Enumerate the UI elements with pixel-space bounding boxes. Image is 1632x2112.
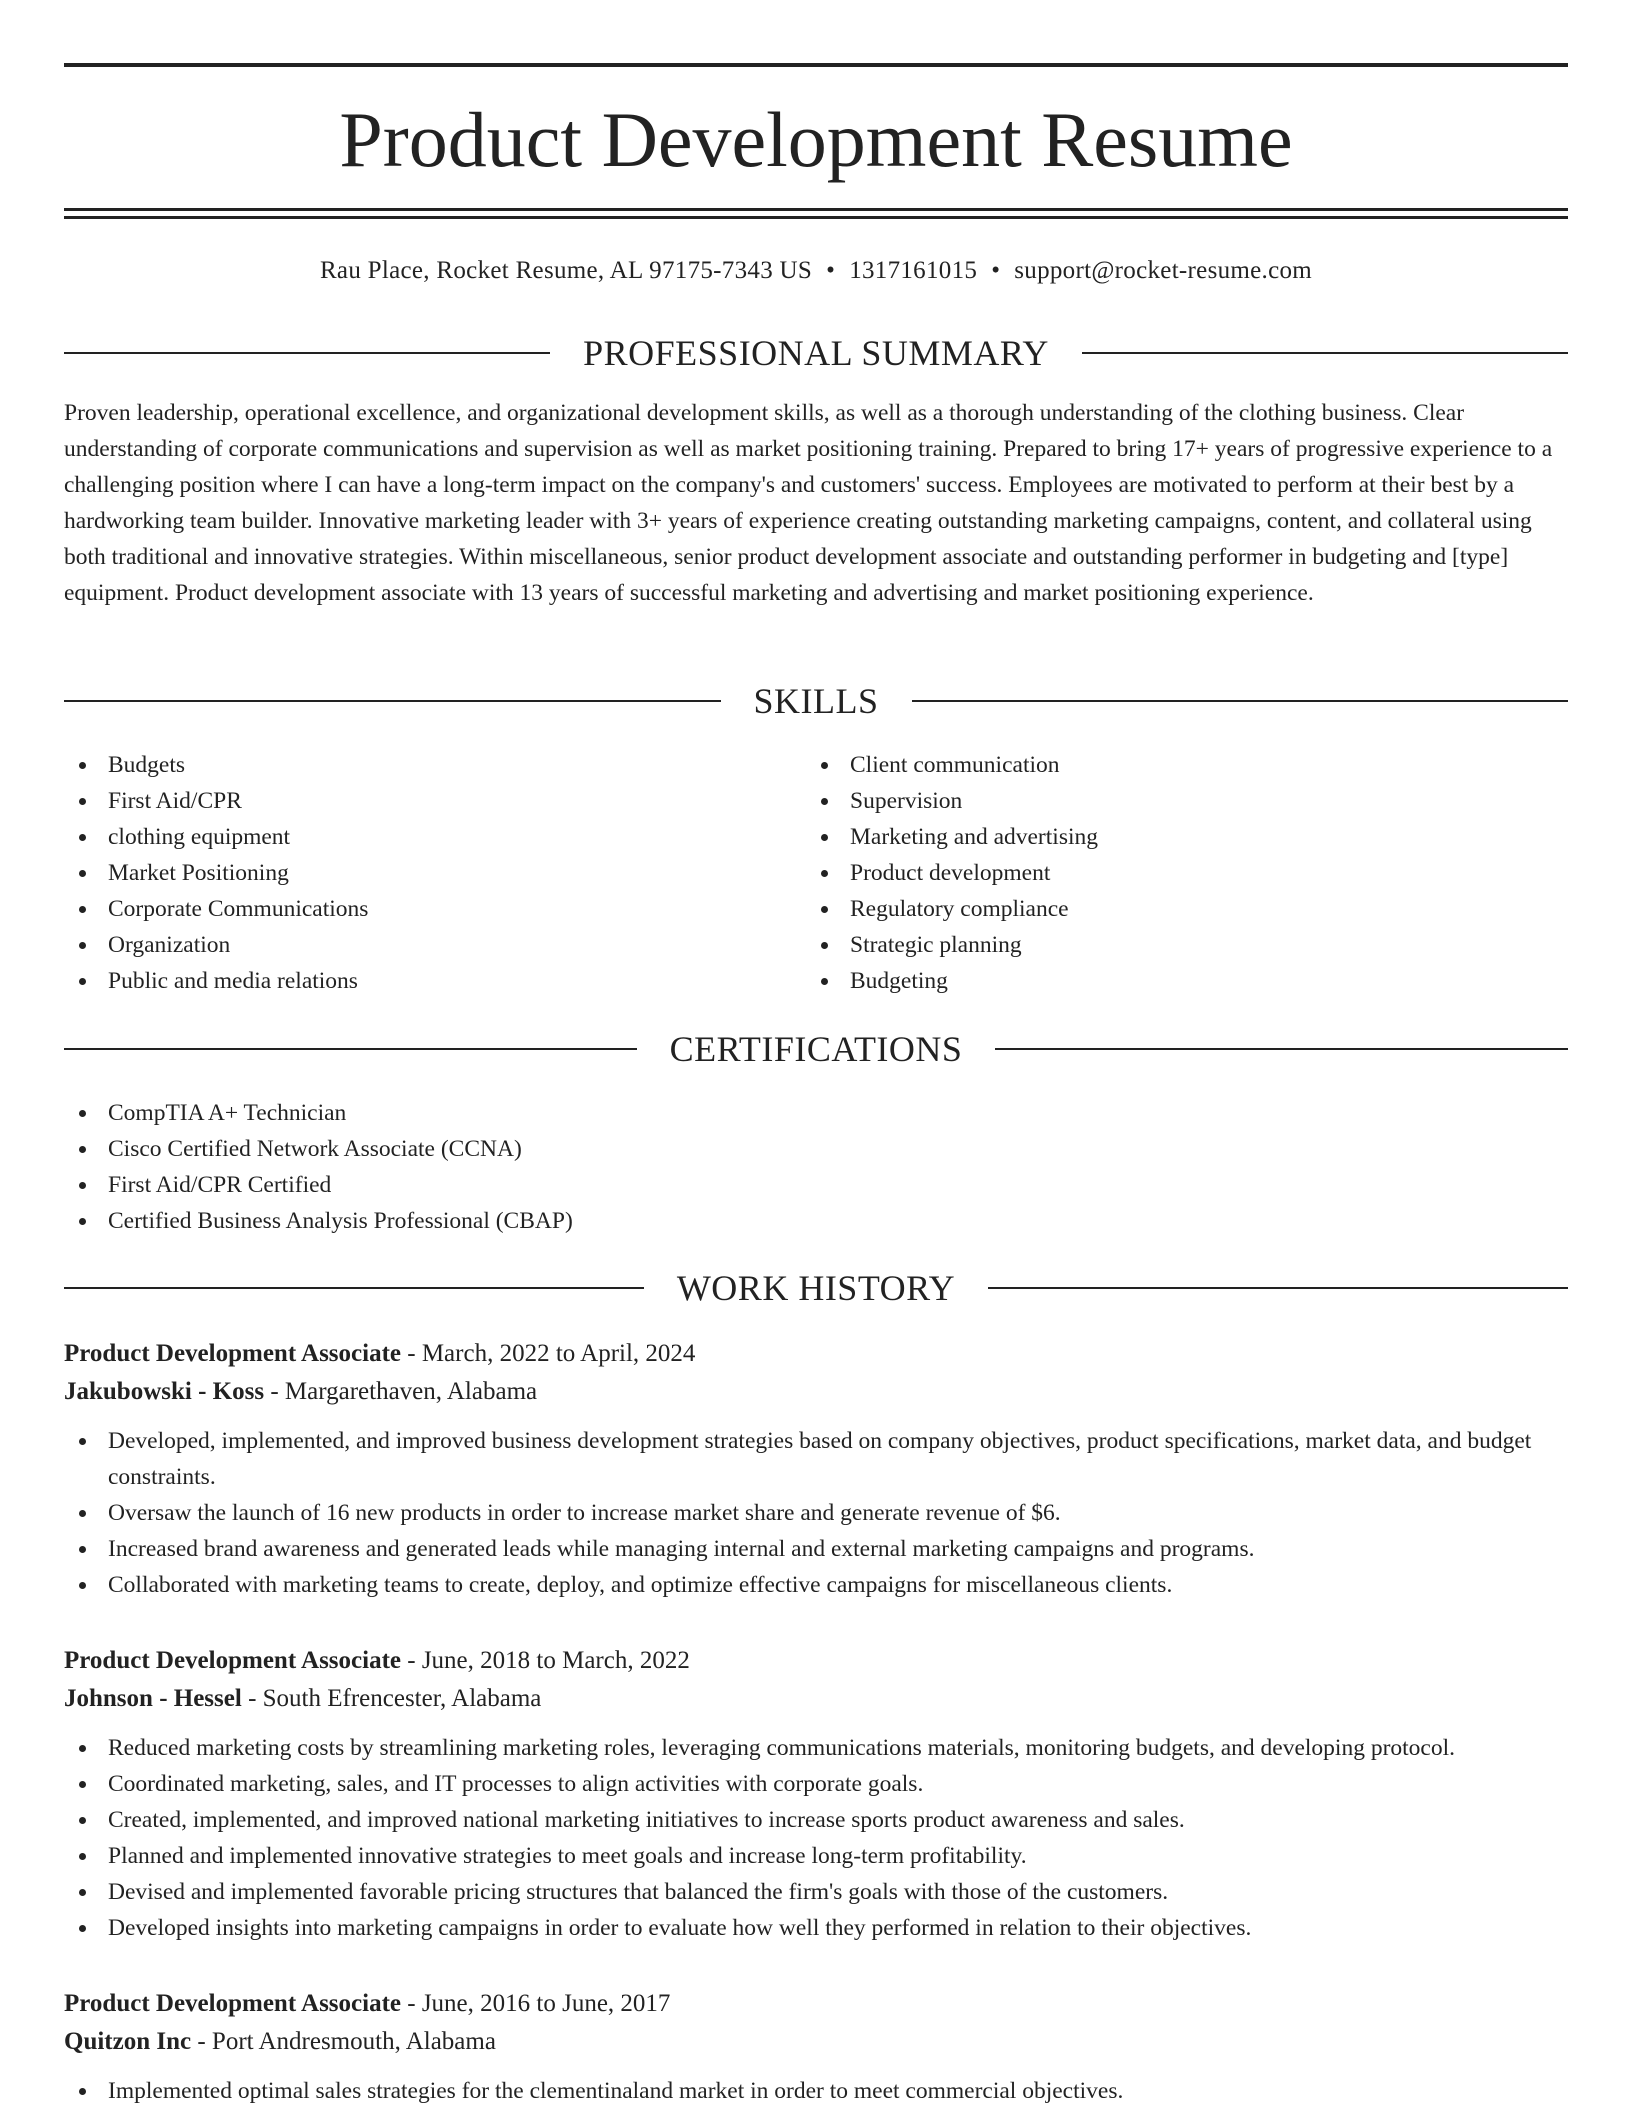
section-title: PROFESSIONAL SUMMARY: [583, 333, 1049, 373]
contact-separator: •: [991, 257, 1001, 284]
job-company-line: [64, 1680, 1568, 1718]
contact-phone: 1317161015: [849, 257, 978, 284]
heading-rule-left: [64, 1287, 644, 1289]
top-rule: [64, 63, 1568, 67]
job-title-line: [64, 1642, 1568, 1680]
job-company-line: [64, 1373, 1568, 1411]
title-rule-lower: [64, 216, 1568, 219]
certification-item: First Aid/CPR Certified: [64, 1167, 1568, 1203]
job-dates: - June, 2016 to June, 2017: [407, 1990, 671, 2017]
job-bullet: Developed, implemented, and improved business development strategies based on company objectives, product specifications, market data, and budget constraints.: [64, 1423, 1568, 1495]
job-dates: - June, 2018 to March, 2022: [407, 1647, 690, 1674]
skill-item: Organization: [64, 927, 764, 963]
job-location: - South Efrencester, Alabama: [248, 1685, 542, 1712]
contact-line: [64, 254, 1568, 288]
contact-email: support@rocket-resume.com: [1014, 257, 1313, 284]
resume-title: Product Development Resume: [339, 96, 1293, 183]
heading-rule-left: [64, 352, 550, 354]
job-bullet: Implemented optimal sales strategies for the clementinaland market in order to meet commercial objectives.: [64, 2073, 1568, 2109]
job-entry: [64, 1642, 1568, 1946]
job-bullet: Increased brand awareness and generated leads while managing internal and external marketing campaigns and programs.: [64, 1531, 1568, 1567]
job-dates: - March, 2022 to April, 2024: [407, 1340, 696, 1367]
section-heading-work-history: [64, 1266, 1568, 1310]
skill-item: Market Positioning: [64, 855, 764, 891]
job-bullets: [64, 1730, 1568, 1946]
job-bullet: Created, implemented, and improved national marketing initiatives to increase sports product awareness and sales.: [64, 1802, 1568, 1838]
skills-list-right: [806, 747, 1506, 999]
certification-item: CompTIA A+ Technician: [64, 1095, 1568, 1131]
skill-item: Public and media relations: [64, 963, 764, 999]
contact-address: Rau Place, Rocket Resume, AL 97175-7343 US: [319, 257, 813, 284]
certification-item: Cisco Certified Network Associate (CCNA): [64, 1131, 1568, 1167]
heading-rule-left: [64, 1048, 637, 1050]
summary-text: Proven leadership, operational excellence, and organizational development skills, as well as a thorough understanding of the clothing business. Clear understanding of corporate communications and supervision as well as market positioning training. Prepared to bring 17+ years of progressive experience to a challenging position where I can have a long-term impact on the company's and customers' success. Employees are motivated to perform at their best by a hardworking team builder. Innovative marketing leader with 3+ years of experience creating outstanding marketing campaigns, content, and collateral using both traditional and innovative strategies. Within miscellaneous, senior product development associate and outstanding performer in budgeting and [type] equipment. Product development associate with 13 years of successful marketing and advertising and market positioning experience.: [64, 400, 1553, 606]
job-entry: [64, 1335, 1568, 1603]
heading-rule-right: [1082, 352, 1568, 354]
section-heading-summary: [64, 331, 1568, 375]
section-title: WORK HISTORY: [676, 1268, 956, 1308]
heading-rule-right: [912, 700, 1569, 702]
job-bullets: [64, 1423, 1568, 1603]
job-location: - Port Andresmouth, Alabama: [197, 2028, 496, 2055]
skill-item: Strategic planning: [806, 927, 1506, 963]
job-bullet: Collaborated with marketing teams to create, deploy, and optimize effective campaigns for miscellaneous clients.: [64, 1567, 1568, 1603]
job-company: Jakubowski - Koss: [64, 1378, 265, 1405]
job-title-line: [64, 1985, 1568, 2023]
job-company-line: [64, 2023, 1568, 2061]
section-heading-certifications: [64, 1027, 1568, 1071]
job-title-line: [64, 1335, 1568, 1373]
job-title: Product Development Associate: [64, 1990, 401, 2017]
section-heading-skills: [64, 679, 1568, 723]
skills-list-left: [64, 747, 764, 999]
job-location: - Margarethaven, Alabama: [270, 1378, 538, 1405]
certification-item: Certified Business Analysis Professional (CBAP): [64, 1203, 1568, 1239]
job-company: Johnson - Hessel: [64, 1685, 242, 1712]
heading-rule-left: [64, 700, 721, 702]
skill-item: clothing equipment: [64, 819, 764, 855]
job-title: Product Development Associate: [64, 1340, 401, 1367]
contact-separator: •: [826, 257, 836, 284]
job-bullet: Developed insights into marketing campaigns in order to evaluate how well they performed in relation to their objectives.: [64, 1910, 1568, 1946]
skill-item: Regulatory compliance: [806, 891, 1506, 927]
title-rule-upper: [64, 208, 1568, 211]
job-bullet: Coordinated marketing, sales, and IT processes to align activities with corporate goals.: [64, 1766, 1568, 1802]
skill-item: Product development: [806, 855, 1506, 891]
skill-item: Budgets: [64, 747, 764, 783]
job-bullet: Devised and implemented favorable pricing structures that balanced the firm's goals with those of the customers.: [64, 1874, 1568, 1910]
job-company: Quitzon Inc: [64, 2028, 192, 2055]
skill-item: Marketing and advertising: [806, 819, 1506, 855]
skill-item: Client communication: [806, 747, 1506, 783]
certifications-list: [64, 1095, 1568, 1239]
skill-item: First Aid/CPR: [64, 783, 764, 819]
skill-item: Corporate Communications: [64, 891, 764, 927]
job-title: Product Development Associate: [64, 1647, 401, 1674]
skill-item: Budgeting: [806, 963, 1506, 999]
heading-rule-right: [988, 1287, 1568, 1289]
job-bullet: Oversaw the launch of 16 new products in order to increase market share and generate revenue of $6.: [64, 1495, 1568, 1531]
job-bullet: Planned and implemented innovative strategies to meet goals and increase long-term profitability.: [64, 1838, 1568, 1874]
skill-item: Supervision: [806, 783, 1506, 819]
section-title: CERTIFICATIONS: [669, 1029, 963, 1069]
heading-rule-right: [995, 1048, 1568, 1050]
section-title: SKILLS: [753, 681, 879, 721]
job-bullet: Reduced marketing costs by streamlining marketing roles, leveraging communications materials, monitoring budgets, and developing protocol.: [64, 1730, 1568, 1766]
job-bullets: [64, 2073, 1568, 2109]
job-entry: [64, 1985, 1568, 2109]
